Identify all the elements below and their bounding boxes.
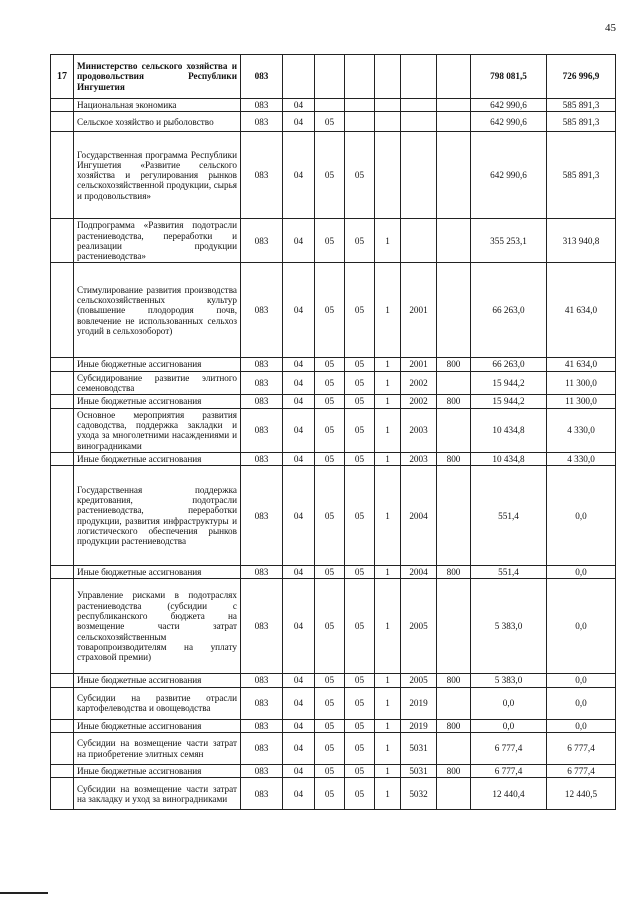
code-ministry: 083	[241, 452, 283, 465]
code-subprogram: 1	[375, 765, 401, 778]
amount-2: 0,0	[547, 466, 616, 566]
code-program: 05	[345, 219, 375, 263]
code-ministry: 083	[241, 395, 283, 408]
row-name: Национальная экономика	[74, 99, 241, 112]
code-section: 04	[283, 452, 315, 465]
code-subsection	[315, 55, 345, 99]
code-section: 04	[283, 112, 315, 132]
amount-1: 0,0	[471, 687, 547, 719]
amount-2: 41 634,0	[547, 358, 616, 371]
code-item	[401, 219, 437, 263]
table-row	[51, 733, 616, 765]
code-item	[401, 99, 437, 112]
amount-1: 642 990,6	[471, 132, 547, 219]
amount-2: 0,0	[547, 674, 616, 687]
code-subprogram	[375, 132, 401, 219]
code-item: 2019	[401, 687, 437, 719]
code-ministry: 083	[241, 579, 283, 674]
page-number: 45	[605, 22, 616, 34]
code-ministry: 083	[241, 765, 283, 778]
code-ministry: 083	[241, 371, 283, 395]
amount-1: 798 081,5	[471, 55, 547, 99]
amount-1: 66 263,0	[471, 358, 547, 371]
amount-1: 6 777,4	[471, 733, 547, 765]
code-subprogram	[375, 112, 401, 132]
code-subprogram: 1	[375, 687, 401, 719]
code-section: 04	[283, 733, 315, 765]
code-expense-type	[437, 263, 471, 358]
row-index	[51, 566, 74, 579]
code-subsection	[315, 99, 345, 112]
code-expense-type: 800	[437, 358, 471, 371]
code-section: 04	[283, 219, 315, 263]
code-program: 05	[345, 566, 375, 579]
code-subsection: 05	[315, 358, 345, 371]
code-expense-type	[437, 733, 471, 765]
code-item: 2002	[401, 395, 437, 408]
code-section: 04	[283, 263, 315, 358]
amount-2: 11 300,0	[547, 395, 616, 408]
code-expense-type	[437, 99, 471, 112]
amount-2: 313 940,8	[547, 219, 616, 263]
code-program: 05	[345, 358, 375, 371]
row-index	[51, 408, 74, 452]
amount-1: 10 434,8	[471, 452, 547, 465]
code-subprogram: 1	[375, 395, 401, 408]
code-section: 04	[283, 466, 315, 566]
code-expense-type	[437, 371, 471, 395]
code-ministry: 083	[241, 219, 283, 263]
amount-1: 66 263,0	[471, 263, 547, 358]
table-row	[51, 579, 616, 674]
code-subprogram: 1	[375, 452, 401, 465]
amount-1: 642 990,6	[471, 112, 547, 132]
table-row	[51, 395, 616, 408]
row-index	[51, 579, 74, 674]
code-ministry: 083	[241, 566, 283, 579]
row-name: Иные бюджетные ассигнования	[74, 765, 241, 778]
code-expense-type	[437, 687, 471, 719]
code-subprogram	[375, 99, 401, 112]
code-subprogram: 1	[375, 466, 401, 566]
row-name: Министерство сельского хозяйства и продовольствия Республики Ингушетия	[74, 55, 241, 99]
row-index	[51, 765, 74, 778]
amount-1: 5 383,0	[471, 579, 547, 674]
table-row	[51, 132, 616, 219]
row-name: Подпрограмма «Развития подотрасли растениеводства, переработки и реализации продукции растениеводства»	[74, 219, 241, 263]
code-item: 2002	[401, 371, 437, 395]
code-subsection: 05	[315, 466, 345, 566]
code-subprogram: 1	[375, 579, 401, 674]
row-name: Субсидии на возмещение части затрат на приобретение элитных семян	[74, 733, 241, 765]
table-row	[51, 687, 616, 719]
code-expense-type	[437, 408, 471, 452]
code-ministry: 083	[241, 674, 283, 687]
amount-1: 12 440,4	[471, 778, 547, 810]
code-item: 2004	[401, 466, 437, 566]
table-row	[51, 263, 616, 358]
amount-2: 0,0	[547, 719, 616, 732]
code-ministry: 083	[241, 778, 283, 810]
code-item	[401, 112, 437, 132]
code-section: 04	[283, 674, 315, 687]
code-subprogram	[375, 55, 401, 99]
budget-table	[50, 54, 616, 810]
code-item: 2004	[401, 566, 437, 579]
code-ministry: 083	[241, 99, 283, 112]
code-expense-type: 800	[437, 395, 471, 408]
row-name: Иные бюджетные ассигнования	[74, 452, 241, 465]
code-ministry: 083	[241, 358, 283, 371]
code-ministry: 083	[241, 466, 283, 566]
amount-2: 726 996,9	[547, 55, 616, 99]
code-subprogram: 1	[375, 371, 401, 395]
row-name: Иные бюджетные ассигнования	[74, 395, 241, 408]
code-subprogram: 1	[375, 263, 401, 358]
code-program: 05	[345, 778, 375, 810]
amount-1: 5 383,0	[471, 674, 547, 687]
code-subsection: 05	[315, 579, 345, 674]
code-section: 04	[283, 358, 315, 371]
amount-2: 12 440,5	[547, 778, 616, 810]
table-row	[51, 99, 616, 112]
row-index	[51, 99, 74, 112]
code-item	[401, 55, 437, 99]
code-section: 04	[283, 99, 315, 112]
row-index	[51, 395, 74, 408]
amount-1: 0,0	[471, 719, 547, 732]
code-program: 05	[345, 395, 375, 408]
row-index	[51, 263, 74, 358]
code-program: 05	[345, 452, 375, 465]
code-program: 05	[345, 765, 375, 778]
code-ministry: 083	[241, 408, 283, 452]
row-name: Иные бюджетные ассигнования	[74, 566, 241, 579]
code-subsection: 05	[315, 719, 345, 732]
code-section: 04	[283, 371, 315, 395]
code-section: 04	[283, 687, 315, 719]
code-item: 2001	[401, 263, 437, 358]
amount-2: 11 300,0	[547, 371, 616, 395]
code-program: 05	[345, 687, 375, 719]
code-program: 05	[345, 674, 375, 687]
amount-2: 6 777,4	[547, 765, 616, 778]
code-subsection: 05	[315, 566, 345, 579]
row-index	[51, 358, 74, 371]
table-row	[51, 765, 616, 778]
row-name: Иные бюджетные ассигнования	[74, 719, 241, 732]
row-index	[51, 371, 74, 395]
row-index	[51, 132, 74, 219]
code-item: 2005	[401, 579, 437, 674]
code-subprogram: 1	[375, 358, 401, 371]
code-program: 05	[345, 371, 375, 395]
row-name: Государственная поддержка кредитования, подотрасли растениеводства, переработки продукции, развития инфраструктуры и логистического обеспечения рынков продукции растениеводства	[74, 466, 241, 566]
amount-1: 551,4	[471, 566, 547, 579]
amount-2: 585 891,3	[547, 99, 616, 112]
code-subprogram: 1	[375, 733, 401, 765]
amount-1: 10 434,8	[471, 408, 547, 452]
page-edge-mark	[0, 892, 48, 894]
code-subprogram: 1	[375, 566, 401, 579]
code-subsection: 05	[315, 765, 345, 778]
code-program: 05	[345, 263, 375, 358]
table-row	[51, 452, 616, 465]
amount-2: 4 330,0	[547, 408, 616, 452]
code-subsection: 05	[315, 112, 345, 132]
table-row	[51, 719, 616, 732]
code-ministry: 083	[241, 719, 283, 732]
amount-2: 0,0	[547, 566, 616, 579]
amount-1: 551,4	[471, 466, 547, 566]
code-ministry: 083	[241, 112, 283, 132]
code-expense-type	[437, 55, 471, 99]
row-index: 17	[51, 55, 74, 99]
row-index	[51, 719, 74, 732]
row-index	[51, 674, 74, 687]
row-index	[51, 778, 74, 810]
row-name: Субсидии на развитие отрасли картофелеводства и овощеводства	[74, 687, 241, 719]
table-row	[51, 674, 616, 687]
amount-2: 0,0	[547, 687, 616, 719]
code-subsection: 05	[315, 687, 345, 719]
code-program: 05	[345, 132, 375, 219]
code-subprogram: 1	[375, 719, 401, 732]
code-ministry: 083	[241, 263, 283, 358]
row-index	[51, 452, 74, 465]
code-section: 04	[283, 579, 315, 674]
code-item: 5031	[401, 733, 437, 765]
code-expense-type	[437, 219, 471, 263]
code-ministry: 083	[241, 687, 283, 719]
code-subprogram: 1	[375, 219, 401, 263]
table-row	[51, 358, 616, 371]
code-program: 05	[345, 466, 375, 566]
budget-table-body	[51, 55, 616, 810]
row-name: Субсидирование развитие элитного семеноводства	[74, 371, 241, 395]
row-index	[51, 733, 74, 765]
code-expense-type	[437, 112, 471, 132]
table-row	[51, 566, 616, 579]
code-subsection: 05	[315, 263, 345, 358]
code-expense-type: 800	[437, 452, 471, 465]
code-item	[401, 132, 437, 219]
row-name: Иные бюджетные ассигнования	[74, 358, 241, 371]
table-row	[51, 112, 616, 132]
code-subsection: 05	[315, 395, 345, 408]
amount-2: 0,0	[547, 579, 616, 674]
code-subsection: 05	[315, 371, 345, 395]
code-item: 2003	[401, 408, 437, 452]
code-subsection: 05	[315, 733, 345, 765]
code-section: 04	[283, 132, 315, 219]
row-index	[51, 687, 74, 719]
code-program	[345, 99, 375, 112]
amount-1: 642 990,6	[471, 99, 547, 112]
code-subprogram: 1	[375, 778, 401, 810]
code-section	[283, 55, 315, 99]
code-subprogram: 1	[375, 674, 401, 687]
code-item: 2001	[401, 358, 437, 371]
code-item: 2019	[401, 719, 437, 732]
code-subsection: 05	[315, 219, 345, 263]
code-section: 04	[283, 778, 315, 810]
row-name: Государственная программа Республики Ингушетия «Развитие сельского хозяйства и регулирования рынков сельскохозяйственной продукции, сырья и продовольствия»	[74, 132, 241, 219]
code-program: 05	[345, 719, 375, 732]
code-program	[345, 55, 375, 99]
code-subprogram: 1	[375, 408, 401, 452]
amount-2: 585 891,3	[547, 112, 616, 132]
table-row	[51, 778, 616, 810]
amount-1: 355 253,1	[471, 219, 547, 263]
amount-2: 41 634,0	[547, 263, 616, 358]
row-index	[51, 466, 74, 566]
code-item: 2003	[401, 452, 437, 465]
code-expense-type: 800	[437, 566, 471, 579]
table-row	[51, 371, 616, 395]
row-name: Стимулирование развития производства сельскохозяйственных культур (повышение плодородия почв, вовлечение не использованных сельхоз угодий в сельхозоборот)	[74, 263, 241, 358]
amount-2: 4 330,0	[547, 452, 616, 465]
row-name: Сельское хозяйство и рыболовство	[74, 112, 241, 132]
amount-1: 15 944,2	[471, 371, 547, 395]
code-subsection: 05	[315, 778, 345, 810]
code-section: 04	[283, 395, 315, 408]
row-index	[51, 112, 74, 132]
code-subsection: 05	[315, 132, 345, 219]
amount-2: 585 891,3	[547, 132, 616, 219]
code-ministry: 083	[241, 132, 283, 219]
code-subsection: 05	[315, 408, 345, 452]
row-index	[51, 219, 74, 263]
code-expense-type	[437, 132, 471, 219]
amount-2: 6 777,4	[547, 733, 616, 765]
row-name: Основное мероприятия развития садоводства, поддержка закладки и ухода за многолетними насаждениями и виноградниками	[74, 408, 241, 452]
row-name: Иные бюджетные ассигнования	[74, 674, 241, 687]
code-expense-type: 800	[437, 765, 471, 778]
code-expense-type: 800	[437, 719, 471, 732]
code-item: 2005	[401, 674, 437, 687]
code-subsection: 05	[315, 674, 345, 687]
code-section: 04	[283, 765, 315, 778]
code-section: 04	[283, 719, 315, 732]
code-expense-type	[437, 466, 471, 566]
row-name: Субсидии на возмещение части затрат на закладку и уход за виноградниками	[74, 778, 241, 810]
code-subsection: 05	[315, 452, 345, 465]
table-row	[51, 466, 616, 566]
amount-1: 6 777,4	[471, 765, 547, 778]
row-name: Управление рисками в подотраслях растениеводства (субсидии с республиканского бюджета на возмещение части затрат сельскохозяйственным товаропроизводителям на уплату страховой премии)	[74, 579, 241, 674]
code-section: 04	[283, 566, 315, 579]
code-program: 05	[345, 579, 375, 674]
code-item: 5031	[401, 765, 437, 778]
table-row	[51, 55, 616, 99]
amount-1: 15 944,2	[471, 395, 547, 408]
code-program: 05	[345, 733, 375, 765]
code-section: 04	[283, 408, 315, 452]
code-expense-type	[437, 579, 471, 674]
code-expense-type	[437, 778, 471, 810]
code-expense-type: 800	[437, 674, 471, 687]
code-item: 5032	[401, 778, 437, 810]
table-row	[51, 408, 616, 452]
code-ministry: 083	[241, 733, 283, 765]
code-program: 05	[345, 408, 375, 452]
code-ministry: 083	[241, 55, 283, 99]
table-row	[51, 219, 616, 263]
code-program	[345, 112, 375, 132]
